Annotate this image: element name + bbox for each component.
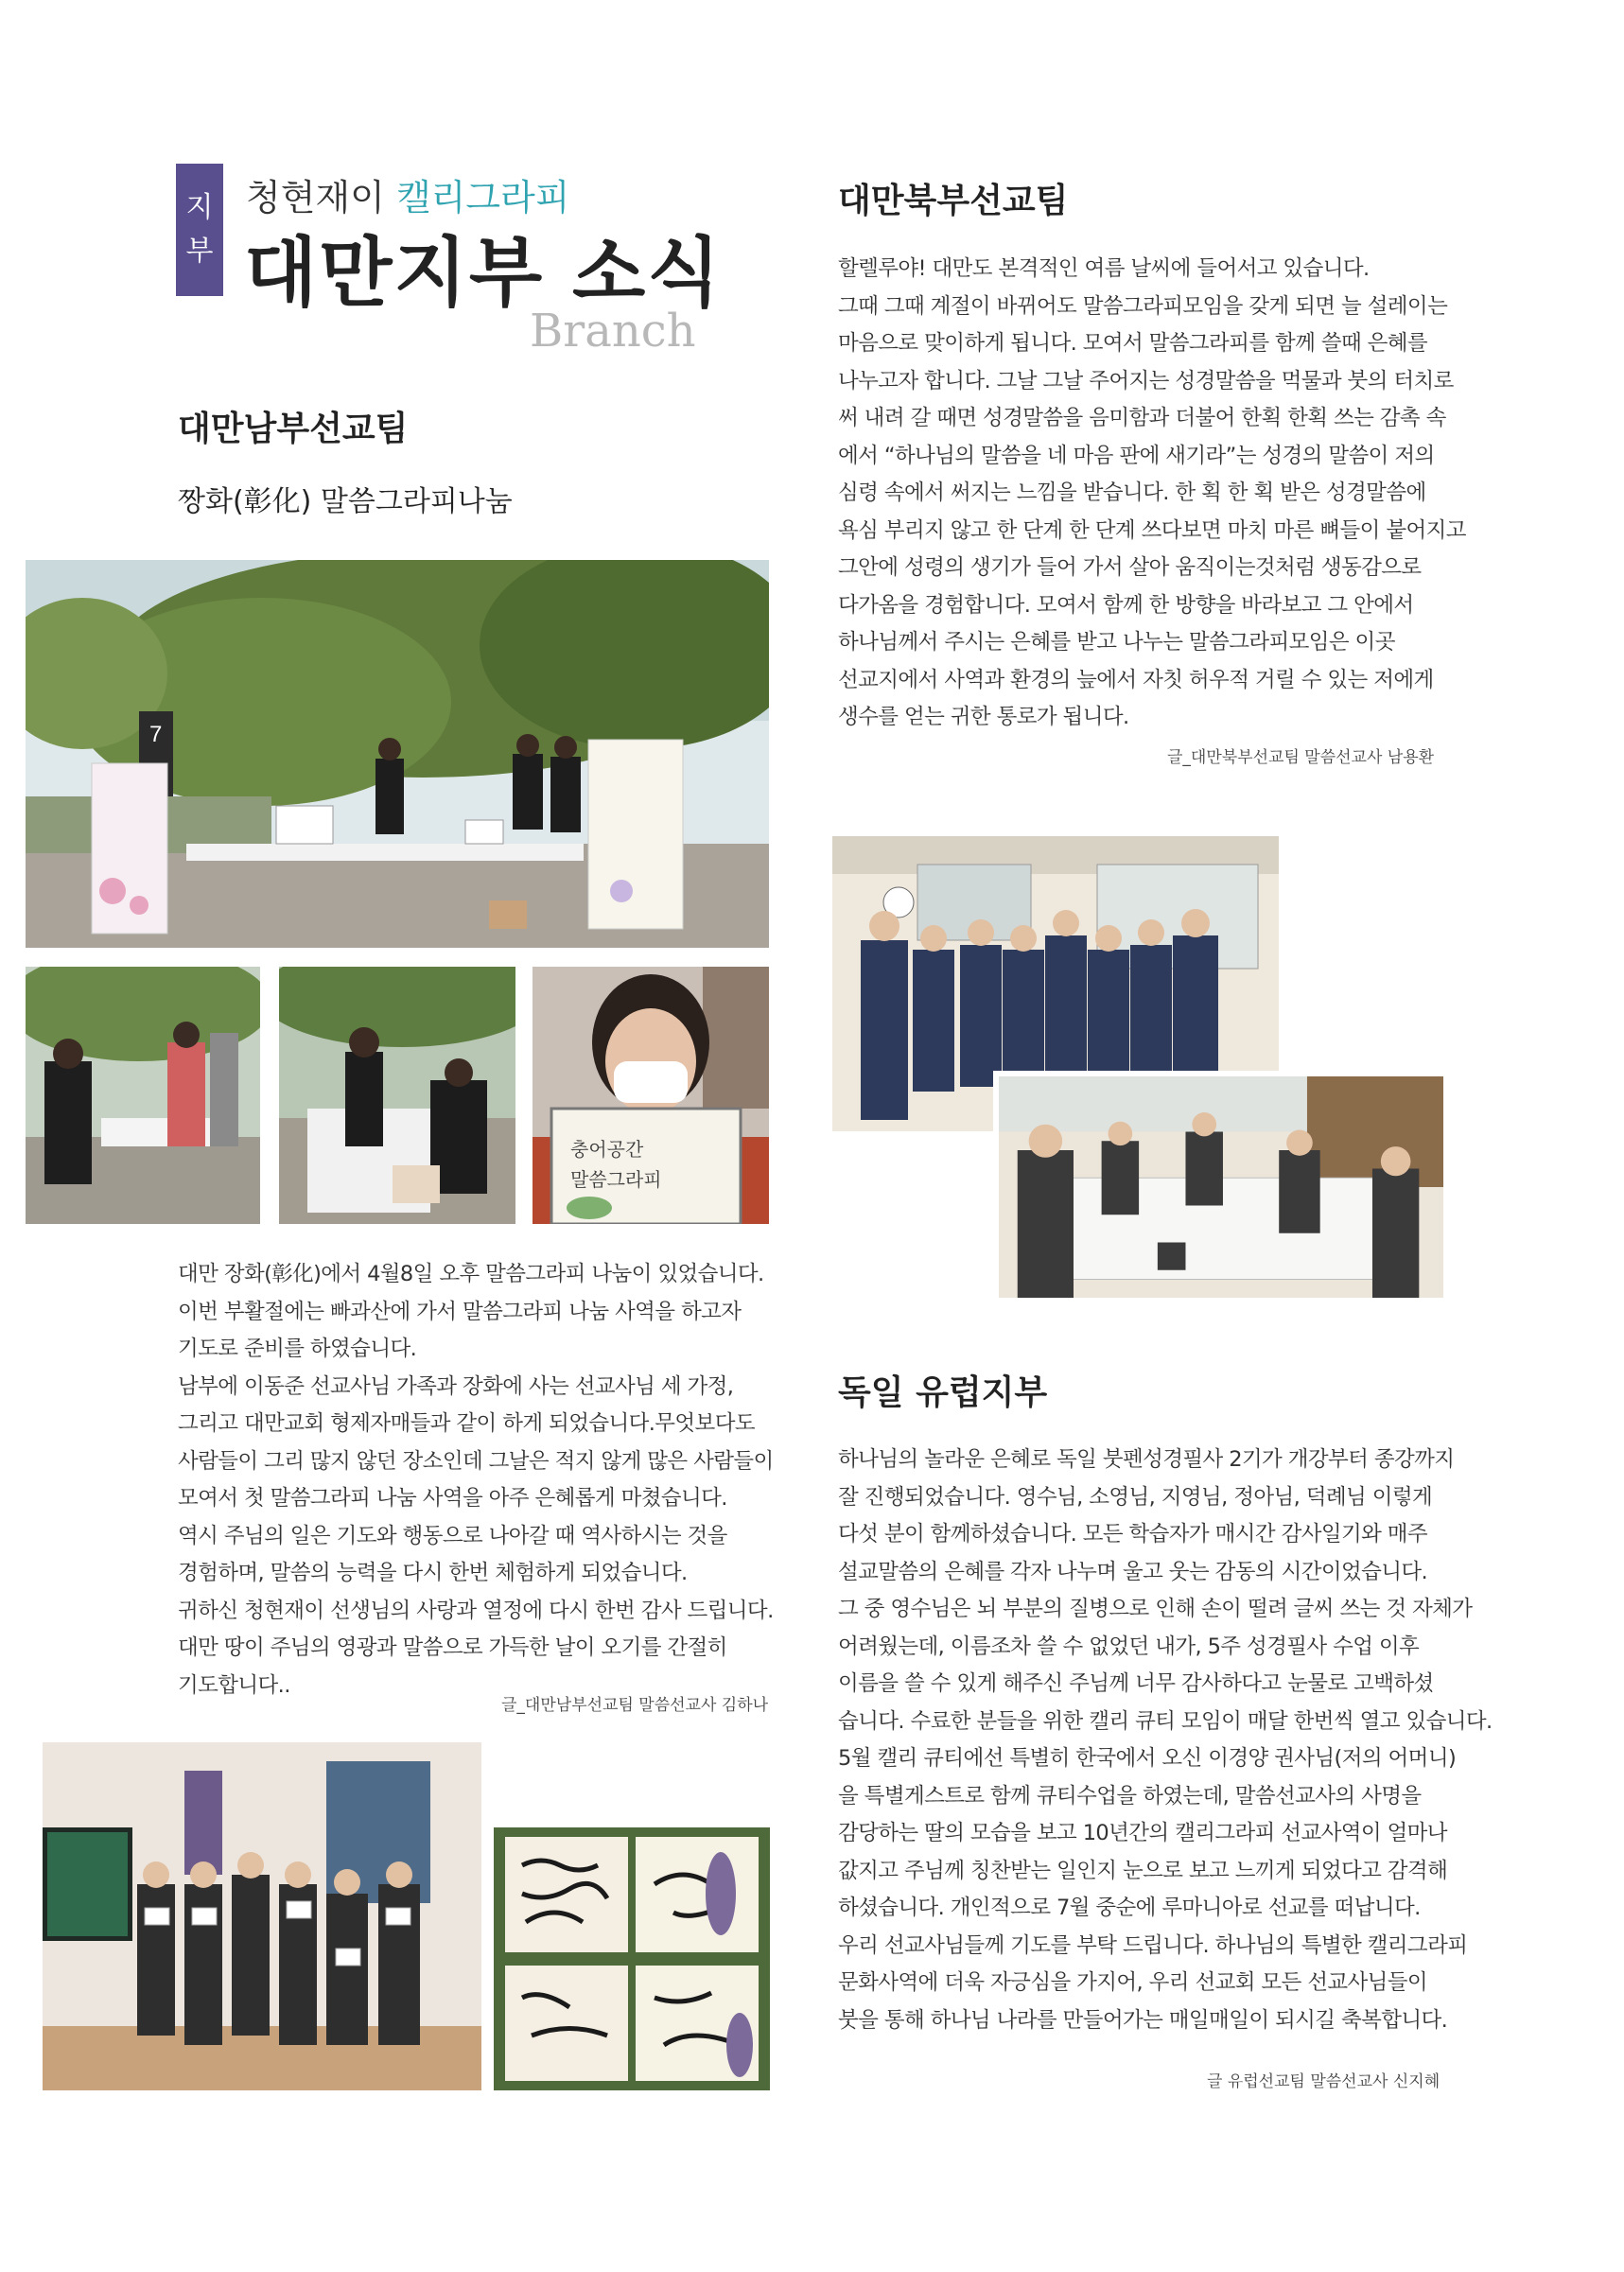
writing-photo-2 [279, 967, 515, 1224]
branch-tag [176, 164, 223, 296]
north-line: 욕심 부리지 않고 한 단계 한 단계 쓰다보면 마치 마른 뼈들이 붙어지고 [838, 517, 1466, 543]
south-line: 그리고 대만교회 형제자매들과 같이 하게 되었습니다.무엇보다도 [178, 1411, 755, 1436]
north-line: 생수를 얻는 귀한 통로가 됩니다. [838, 705, 1129, 729]
writing-photo-1 [26, 967, 260, 1224]
north-body [838, 251, 1466, 737]
south-line: 남부에 이동준 선교사님 가족과 장화에 사는 선교사님 세 가정, [178, 1373, 734, 1399]
north-line: 하나님께서 주시는 은혜를 받고 나누는 말씀그라피모임은 이곳 [838, 630, 1395, 655]
germany-line: 어려웠는데, 이름조차 쓸 수 없었던 내가, 5주 성경필사 수업 이후 [838, 1634, 1420, 1659]
tag-char-2: 부 [185, 235, 214, 268]
north-line: 그때 그때 계절이 바뀌어도 말씀그라피모임을 갖게 되면 늘 설레이는 [838, 293, 1448, 319]
south-line: 사람들이 그리 많지 않던 장소인데 그날은 적지 않게 많은 사람들이 [178, 1448, 774, 1474]
germany-line: 우리 선교사님들께 기도를 부탁 드립니다. 하나님의 특별한 캘리그라피 [838, 1932, 1468, 1958]
germany-line: 설교말씀의 은혜를 각자 나누며 울고 웃는 감동의 시간이었습니다. [838, 1559, 1428, 1584]
germany-byline: 글 유럽선교팀 말씀선교사 신지혜 [1207, 2072, 1441, 2091]
tag-char-1: 지 [185, 191, 214, 224]
north-byline: 글_대만북부선교팀 말씀선교사 남용환 [1167, 748, 1435, 767]
page-title: 대만지부 소식 [244, 229, 723, 317]
germany-line: 값지고 주님께 칭찬받는 일인지 눈으로 보고 느끼게 되었다고 감격해 [838, 1858, 1448, 1883]
north-line: 마음으로 맞이하게 됩니다. 모여서 말씀그라피를 함께 쓸때 은혜를 [838, 331, 1428, 356]
booth-photo [26, 560, 769, 948]
south-line: 이번 부활절에는 빠과산에 가서 말씀그라피 나눔 사역을 하고자 [178, 1299, 742, 1324]
germany-line: 다섯 분이 함께하셨습니다. 모든 학습자가 매시간 감사일기와 매주 [838, 1522, 1428, 1547]
north-line: 다가옴을 경험합니다. 모여서 함께 한 방향을 바라보고 그 안에서 [838, 592, 1414, 618]
germany-line: 하나님의 놀라운 은혜로 독일 붓펜성경필사 2기가 개강부터 종강까지 [838, 1447, 1455, 1472]
germany-line: 5월 캘리 큐티에선 특별히 한국에서 오신 이경양 권사님(저의 어머니) [838, 1746, 1457, 1771]
calligraphy-holder-photo [533, 967, 769, 1224]
germany-line: 습니다. 수료한 분들을 위한 캘리 큐티 모임이 매달 한번씩 열고 있습니다. [838, 1708, 1493, 1734]
germany-body [838, 1442, 1493, 2039]
held-card-line-2: 말씀그라피 [570, 1168, 662, 1191]
south-line: 모여서 첫 말씀그라피 나눔 사역을 아주 은혜롭게 마쳤습니다. [178, 1486, 727, 1511]
south-line: 기도로 준비를 하였습니다. [178, 1337, 417, 1361]
north-line: 선교지에서 사역과 환경의 늪에서 자칫 허우적 거릴 수 있는 저에게 [838, 667, 1434, 692]
subtitle-prefix: 청현재이 [246, 177, 385, 218]
north-line: 에서 “하나님의 말씀을 네 마음 판에 새기라”는 성경의 말씀이 저의 [838, 443, 1435, 468]
north-class-photo [993, 1071, 1443, 1298]
north-heading: 대만북부선교팀 [838, 182, 1069, 220]
north-line: 심령 속에서 써지는 느낌을 받습니다. 한 획 한 획 받은 성경말씀에 [838, 481, 1426, 505]
north-line: 써 내려 갈 때면 성경말씀을 음미함과 더불어 한획 한획 쓰는 감촉 속 [838, 406, 1446, 430]
held-card-line-1: 충어공간 [570, 1138, 644, 1161]
south-body [178, 1256, 774, 1704]
south-line: 대만 장화(彰化)에서 4월8일 오후 말씀그라피 나눔이 있었습니다. [178, 1262, 764, 1286]
germany-line: 그 중 영수님은 뇌 부분의 질병으로 인해 손이 떨려 글씨 쓰는 것 자체가 [838, 1597, 1473, 1621]
north-line: 할렐루야! 대만도 본격적인 여름 날씨에 들어서고 있습니다. [838, 256, 1370, 281]
north-line: 나누고자 합니다. 그날 그날 주어지는 성경말씀을 먹물과 붓의 터치로 [838, 368, 1454, 393]
south-line: 역시 주님의 일은 기도와 행동으로 나아갈 때 역사하시는 것을 [178, 1523, 727, 1548]
south-line: 귀하신 청현재이 선생님의 사랑과 열정에 다시 한번 감사 드립니다. [178, 1598, 774, 1623]
subtitle-accent: 캘리그라피 [395, 177, 570, 218]
branch-label: Branch [530, 305, 696, 358]
south-line: 경험하며, 말씀의 능력을 다시 한번 체험하게 되었습니다. [178, 1561, 688, 1585]
germany-line: 을 특별게스트로 함께 큐티수업을 하였는데, 말씀선교사의 사명을 [838, 1783, 1422, 1809]
germany-heading: 독일 유럽지부 [838, 1373, 1048, 1412]
calligraphy-artworks-photo [494, 1827, 770, 2090]
germany-line: 붓을 통해 하나님 나라를 만들어가는 매일매일이 되시길 축복합니다. [838, 2007, 1448, 2033]
south-heading: 대만남부선교팀 [178, 410, 409, 448]
germany-line: 이름을 쓸 수 있게 해주신 주님께 너무 감사하다고 눈물로 고백하셨 [838, 1671, 1434, 1696]
south-line: 기도합니다.. [178, 1672, 290, 1698]
south-subheading: 짱화(彰化) 말씀그라피나눔 [178, 485, 513, 518]
sign-number: 7 [149, 722, 163, 747]
germany-line: 감당하는 딸의 모습을 보고 10년간의 캘리그라피 선교사역이 얼마나 [838, 1821, 1447, 1845]
north-line: 그안에 성령의 생기가 들어 가서 살아 움직이는것처럼 생동감으로 [838, 555, 1422, 580]
south-line: 대만 땅이 주님의 영광과 말씀으로 가득한 날이 오기를 간절히 [178, 1635, 727, 1660]
group-photo-europe [43, 1742, 481, 2090]
germany-line: 잘 진행되었습니다. 영수님, 소영님, 지영님, 정아님, 덕례님 이렇게 [838, 1484, 1433, 1510]
germany-line: 문화사역에 더욱 자긍심을 가지어, 우리 선교회 모든 선교사님들이 [838, 1970, 1428, 1995]
south-byline: 글_대만남부선교팀 말씀선교사 김하나 [501, 1696, 769, 1715]
germany-line: 하셨습니다. 개인적으로 7월 중순에 루마니아로 선교를 떠납니다. [838, 1896, 1421, 1920]
